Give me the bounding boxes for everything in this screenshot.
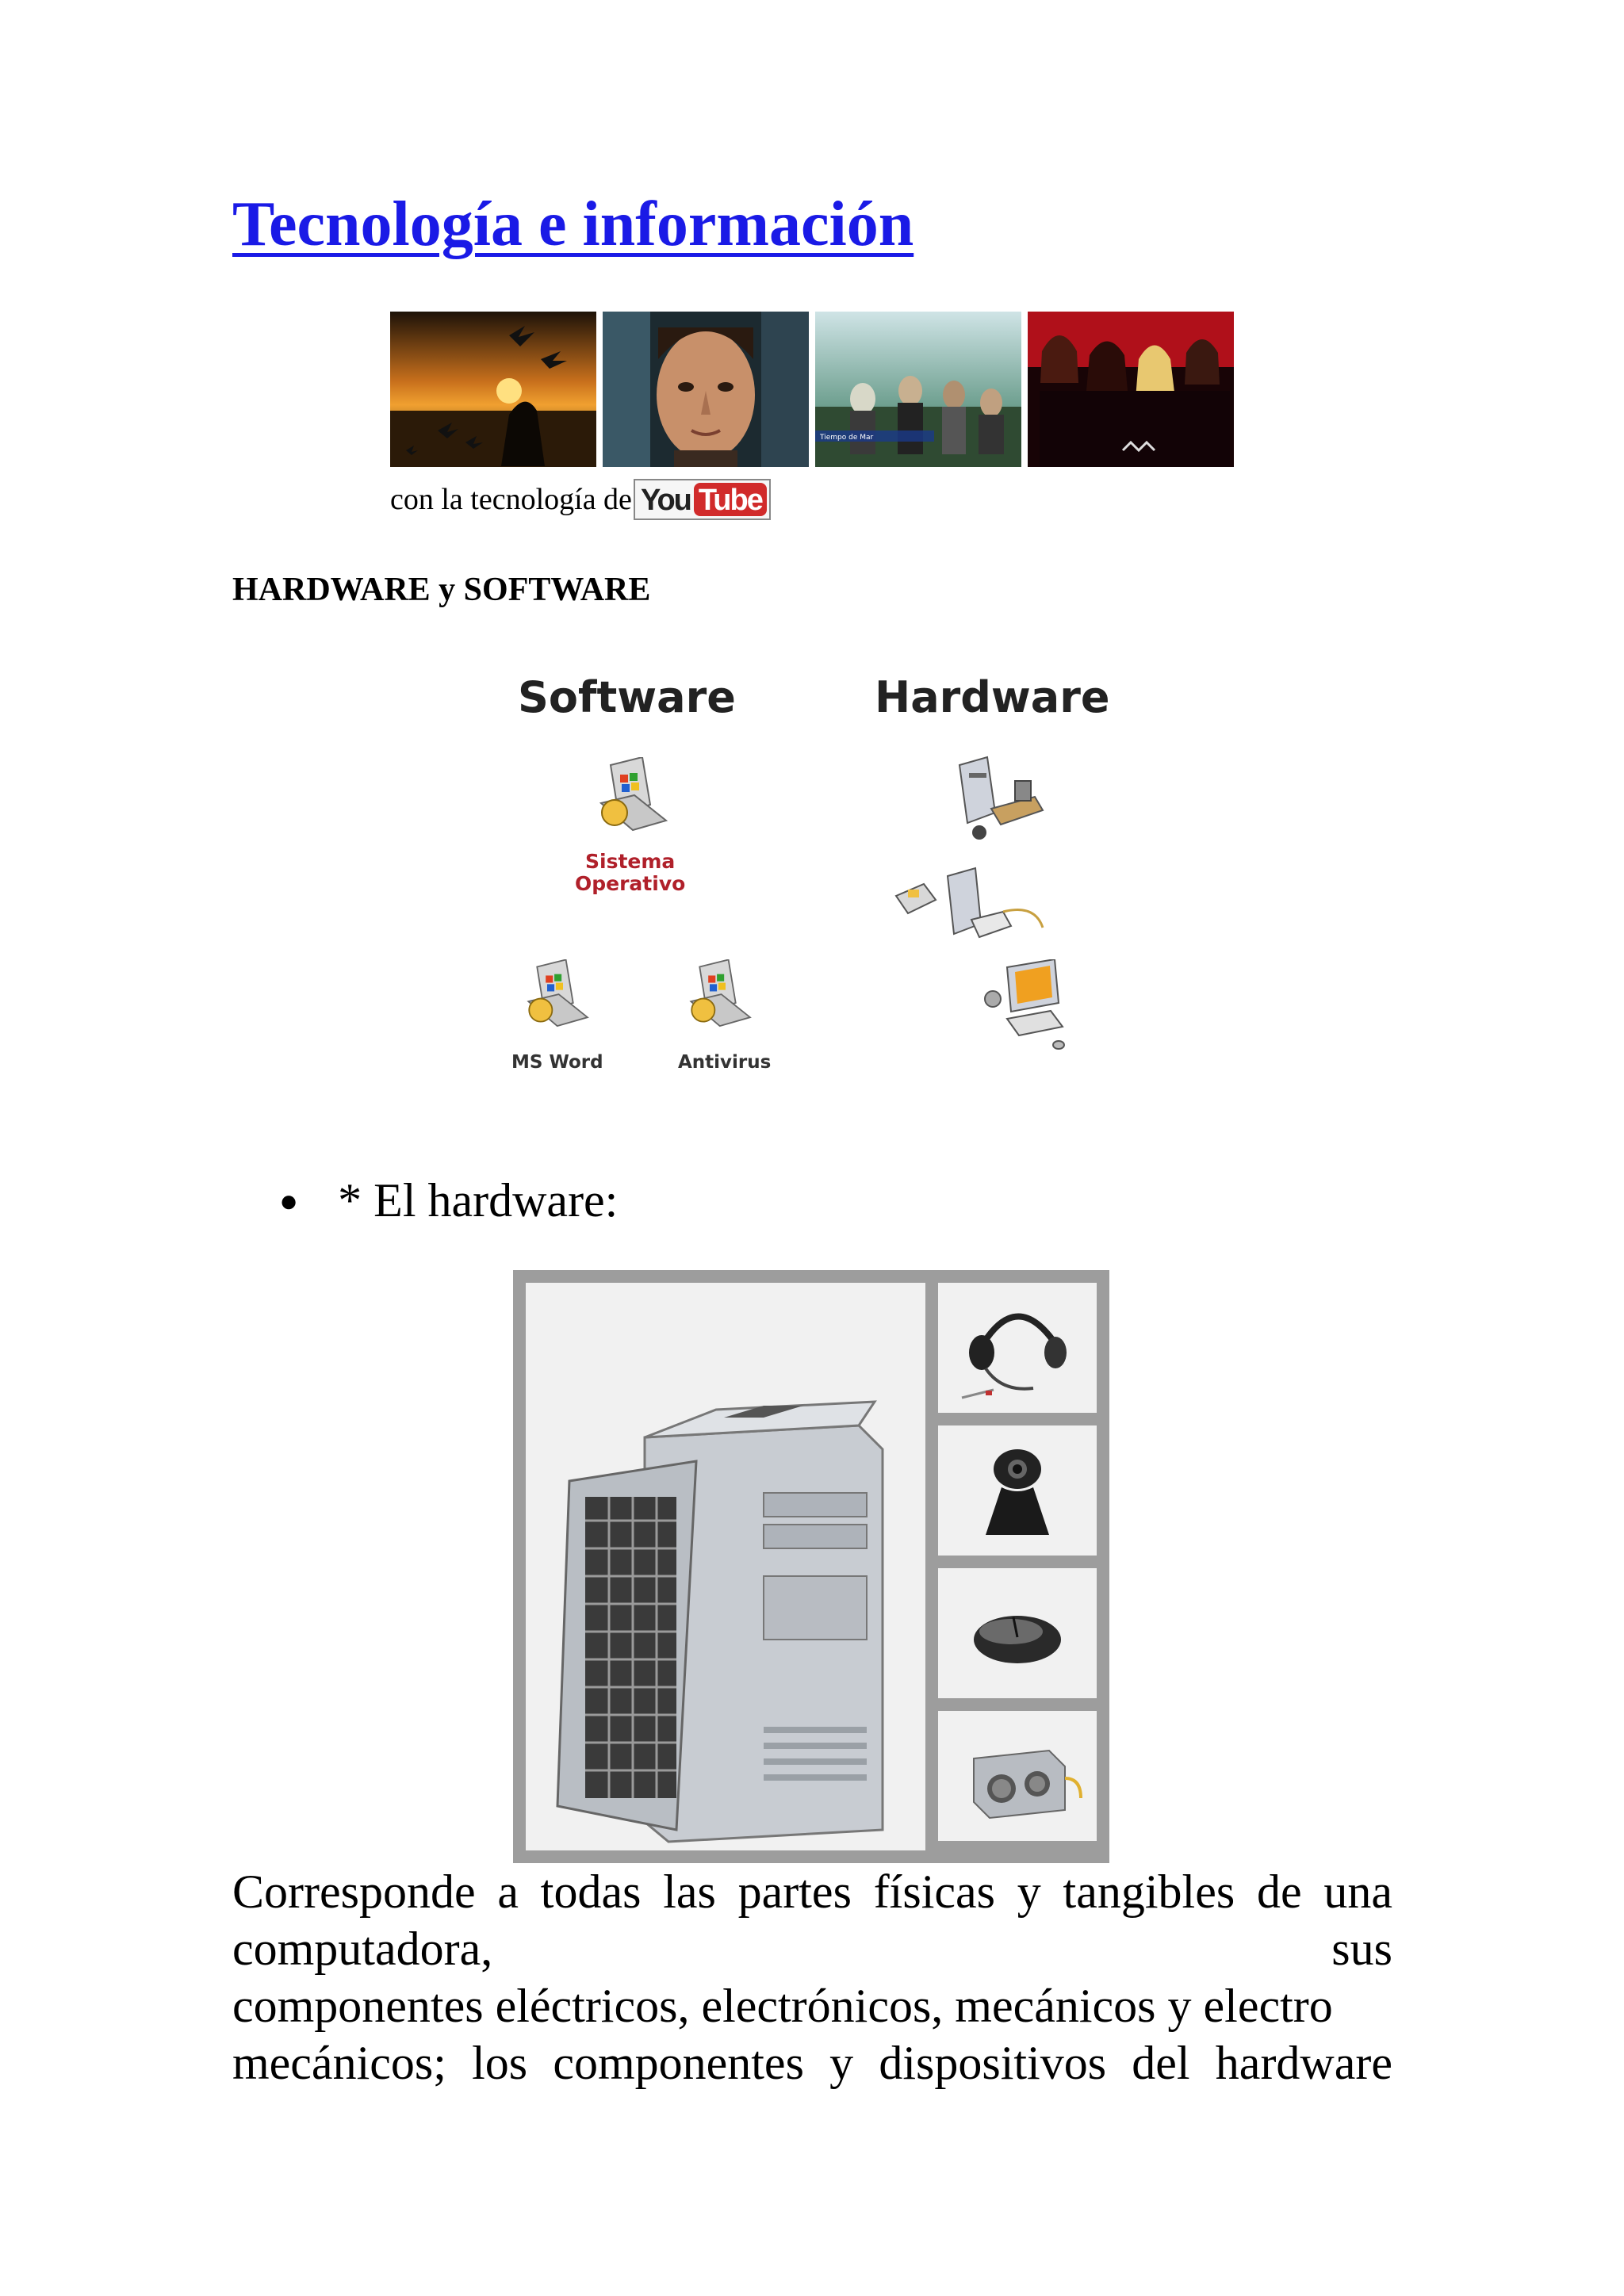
- webcam-panel: [938, 1425, 1097, 1556]
- os-label-line1: Sistema: [585, 850, 676, 873]
- body-line-3: componentes eléctricos, electrónicos, mecánicos y electro: [232, 1980, 1333, 2032]
- body-line-4: mecánicos; los componentes y dispositivos del hardware: [232, 2037, 1392, 2089]
- sunset-birds-thumbnail[interactable]: [390, 312, 596, 467]
- thumbnail-caption: Tiempo de Mar: [820, 434, 874, 442]
- os-label: [575, 851, 685, 895]
- software-hardware-figure: [381, 634, 1253, 1118]
- body-line-2: computadora, sus: [232, 1923, 1392, 1975]
- section-heading: HARDWARE y SOFTWARE: [232, 572, 651, 608]
- desktop-computer-icon: [983, 959, 1071, 1054]
- band-video-thumbnail[interactable]: [815, 312, 1021, 467]
- operating-system-icon: [587, 757, 674, 852]
- headset-panel: [938, 1283, 1097, 1413]
- mouse-panel: [938, 1568, 1097, 1698]
- bullet-dot-icon: ●: [279, 1183, 299, 1219]
- pc-peripherals-icon: [892, 864, 1051, 951]
- youtube-caption: [390, 479, 771, 520]
- antivirus-label: Antivirus: [678, 1052, 772, 1073]
- hardware-photo: [513, 1270, 1109, 1863]
- computer-panel: [526, 1283, 925, 1850]
- ms-word-icon: [515, 959, 595, 1047]
- bullet-item: [279, 1173, 618, 1228]
- hardware-title: Hardware: [875, 672, 1110, 722]
- software-title: Software: [518, 672, 736, 722]
- page-title-link[interactable]: Tecnología e información: [232, 189, 914, 259]
- band-group-thumbnail[interactable]: [1028, 312, 1234, 467]
- ms-word-label: MS Word: [511, 1052, 603, 1073]
- antivirus-icon: [678, 959, 757, 1047]
- hardware-description: [232, 1863, 1392, 2091]
- bullet-text: * El hardware:: [338, 1174, 619, 1226]
- singer-portrait-thumbnail[interactable]: [603, 312, 809, 467]
- youtube-caption-text: con la tecnología de: [390, 483, 632, 516]
- power-supply-panel: [938, 1711, 1097, 1841]
- youtube-logo[interactable]: [634, 479, 771, 520]
- youtube-logo-you: You: [640, 484, 691, 517]
- youtube-logo-tube: Tube: [694, 483, 767, 516]
- os-label-line2: Operativo: [575, 872, 686, 895]
- body-line-1: Corresponde a todas las partes físicas y tangibles de una: [232, 1866, 1392, 1918]
- pc-components-icon: [944, 753, 1047, 844]
